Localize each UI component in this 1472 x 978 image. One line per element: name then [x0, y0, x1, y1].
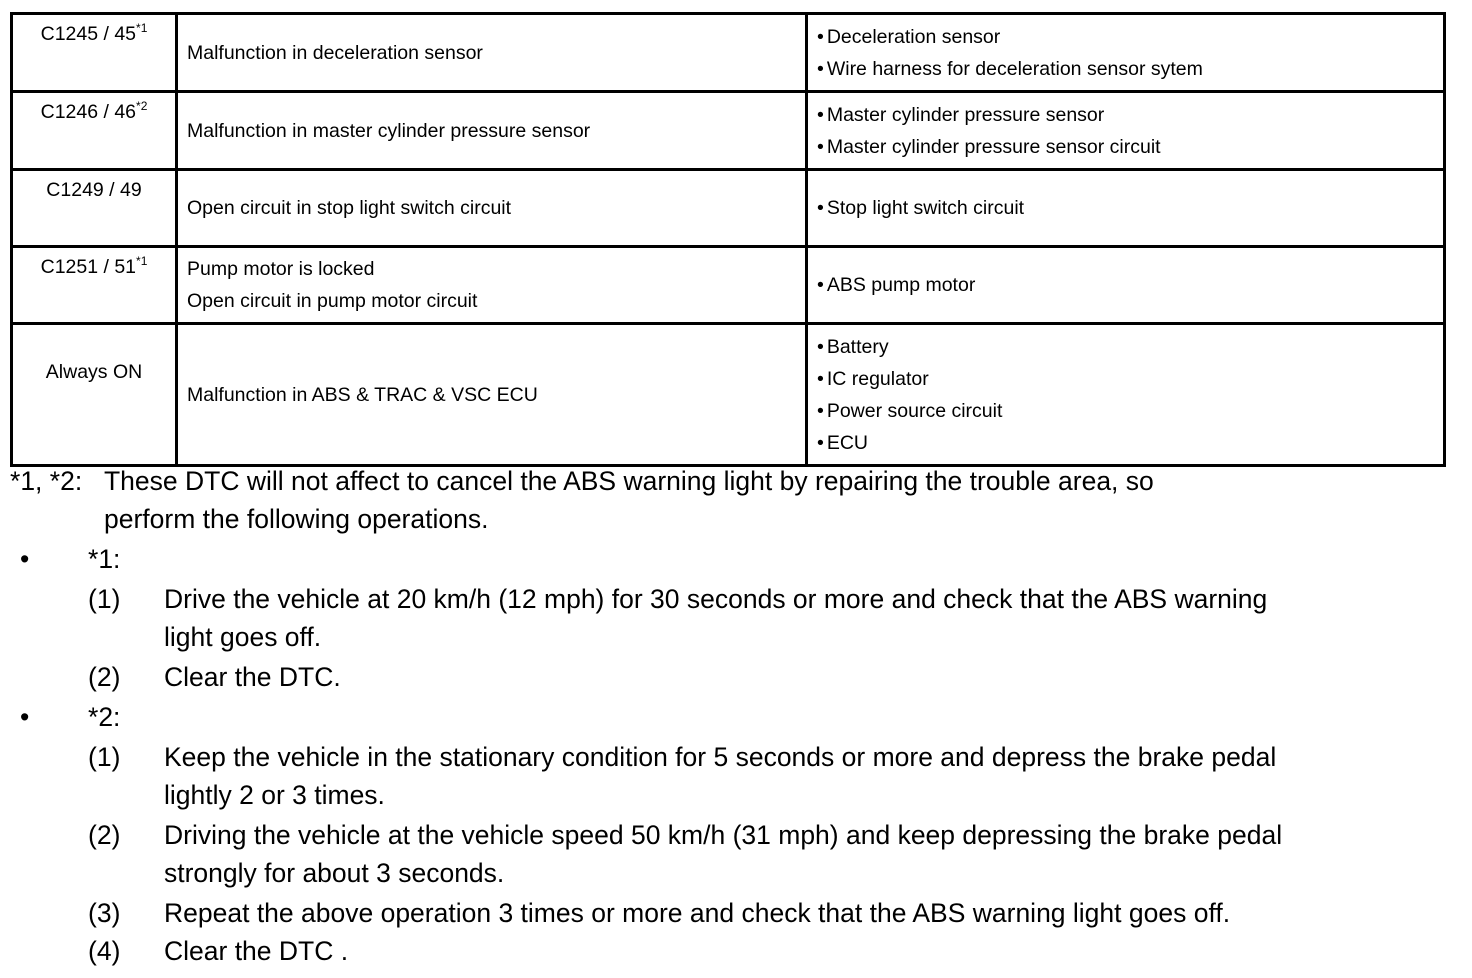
- footnote-mark: *1: [136, 21, 148, 35]
- dtc-code: C1246 / 46: [40, 101, 137, 123]
- detection-item: Open circuit in pump motor circuit: [187, 290, 478, 312]
- trouble-area-item: • Deceleration sensor: [817, 21, 1443, 53]
- trouble-area-item: • Master cylinder pressure sensor: [817, 99, 1443, 131]
- step-number: (3): [88, 898, 121, 928]
- table-row: [12, 247, 1445, 324]
- trouble-area-item: • Stop light switch circuit: [817, 192, 1443, 224]
- detection-item: Malfunction in ABS & TRAC & VSC ECU: [187, 383, 538, 406]
- dtc-table: [10, 12, 1446, 467]
- dtc-code-cell: [12, 14, 177, 92]
- step-text: light goes off.: [164, 622, 322, 652]
- dtc-code-cell: [12, 170, 177, 247]
- detection-item: Malfunction in master cylinder pressure sensor: [187, 119, 591, 142]
- step-text: Clear the DTC.: [164, 662, 341, 692]
- table-row: [12, 92, 1445, 170]
- trouble-area-item: • ABS pump motor: [817, 269, 1443, 301]
- trouble-area-item: • ECU: [817, 427, 1443, 459]
- bullet: •: [20, 702, 30, 732]
- dtc-code-cell: [12, 324, 177, 466]
- detection-item-cell: [177, 247, 807, 324]
- trouble-area-cell: [807, 324, 1445, 466]
- dtc-code-cell: [12, 92, 177, 170]
- step-text: Clear the DTC .: [164, 936, 349, 966]
- group-label: *2:: [88, 702, 121, 732]
- detection-item: Pump motor is locked: [187, 258, 375, 280]
- trouble-area-item: • IC regulator: [817, 363, 1443, 395]
- trouble-area-item: • Master cylinder pressure sensor circuit: [817, 131, 1443, 163]
- detection-item-cell: [177, 170, 807, 247]
- trouble-area-item: • Power source circuit: [817, 395, 1443, 427]
- step-text: Driving the vehicle at the vehicle speed 50 km/h (31 mph) and keep depressing the brake pedal: [164, 820, 1283, 850]
- trouble-area-cell: [807, 92, 1445, 170]
- note-prefix: *1, *2:: [10, 466, 83, 496]
- step-text: strongly for about 3 seconds.: [164, 858, 505, 888]
- footnote-mark: *2: [136, 99, 148, 113]
- trouble-area-item: • Wire harness for deceleration sensor sytem: [817, 53, 1443, 85]
- note-intro-line: These DTC will not affect to cancel the ABS warning light by repairing the trouble area, so: [104, 466, 1154, 496]
- detection-item: Malfunction in deceleration sensor: [187, 41, 483, 64]
- table-row: [12, 14, 1445, 92]
- step-number: (1): [88, 584, 121, 614]
- dtc-code: Always ON: [45, 360, 143, 383]
- detection-item: Open circuit in stop light switch circuit: [187, 197, 512, 219]
- table-row: [12, 324, 1445, 466]
- step-number: (4): [88, 936, 121, 966]
- step-text: Repeat the above operation 3 times or more and check that the ABS warning light goes off.: [164, 898, 1231, 928]
- dtc-code: C1249 / 49: [46, 179, 142, 201]
- trouble-area-item: • Battery: [817, 331, 1443, 363]
- detection-item-cell: [177, 324, 807, 466]
- step-number: (1): [88, 742, 121, 772]
- trouble-area-cell: [807, 170, 1445, 247]
- note-intro-line: perform the following operations.: [104, 504, 489, 534]
- step-text: Drive the vehicle at 20 km/h (12 mph) for 30 seconds or more and check that the ABS warning: [164, 584, 1268, 614]
- step-text: Keep the vehicle in the stationary condition for 5 seconds or more and depress the brake pedal: [164, 742, 1277, 772]
- dtc-code-cell: [12, 247, 177, 324]
- detection-item-cell: [177, 14, 807, 92]
- dtc-code: C1245 / 45: [40, 23, 137, 45]
- trouble-area-cell: [807, 14, 1445, 92]
- step-number: (2): [88, 662, 121, 692]
- step-text: lightly 2 or 3 times.: [164, 780, 385, 810]
- trouble-area-cell: [807, 247, 1445, 324]
- table-row: [12, 170, 1445, 247]
- footnote-mark: *1: [136, 254, 148, 268]
- dtc-code: C1251 / 51: [40, 256, 137, 278]
- group-label: *1:: [88, 544, 121, 574]
- step-number: (2): [88, 820, 121, 850]
- bullet: •: [20, 544, 30, 574]
- detection-item-cell: [177, 92, 807, 170]
